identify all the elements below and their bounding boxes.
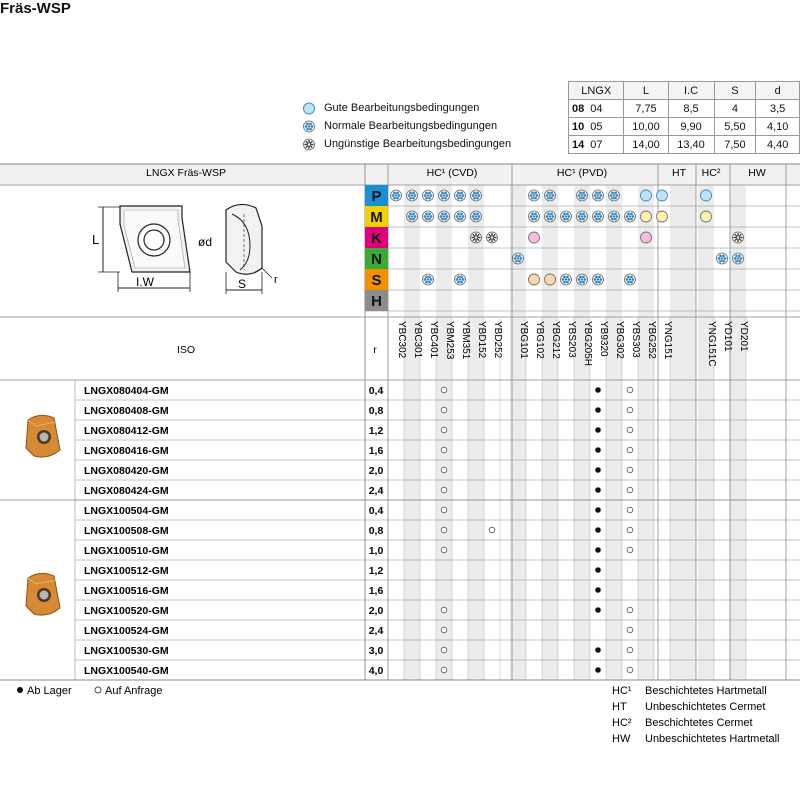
iso-code: LNGX080420-GM (84, 465, 169, 477)
on-request-dot (441, 647, 447, 653)
grade-header: YNG151 (662, 321, 673, 360)
in-stock-dot (595, 467, 601, 473)
section-label: LNGX Fräs-WSP (146, 167, 226, 179)
drawing-label-r: r (274, 274, 278, 286)
dim-size-code: 07 (590, 138, 603, 151)
dim-d: 3,5 (756, 100, 800, 118)
page-title: Fräs-WSP (0, 0, 71, 17)
grade-header: YBC302 (396, 321, 407, 359)
condition-m-ybd152 (471, 211, 482, 222)
in-stock-dot (595, 607, 601, 613)
condition-m-ybm253 (439, 211, 450, 222)
in-stock-dot (595, 407, 601, 413)
grade-header: YB9320 (598, 321, 609, 357)
dim-size-code: 05 (590, 120, 603, 133)
condition-p-ybm351 (455, 190, 466, 201)
material-letter: N (371, 251, 382, 268)
grade-header: YBD152 (476, 321, 487, 359)
dim-size-code: 04 (590, 102, 603, 115)
grade-header: YBG212 (550, 321, 561, 359)
on-request-icon (95, 687, 101, 693)
radius-value: 2,4 (368, 625, 384, 637)
group-header-hc-cvd: HC¹ (CVD) (426, 167, 478, 179)
in-stock-dot (595, 547, 601, 553)
on-request-dot (441, 407, 447, 413)
material-letter: S (371, 272, 382, 289)
condition-m-ybg205h (577, 211, 588, 222)
column-stripe (606, 185, 622, 680)
iso-code: LNGX080404-GM (84, 385, 169, 397)
in-stock-dot (595, 527, 601, 533)
on-request-dot (627, 607, 633, 613)
drawing-label-iw: I.W (136, 275, 154, 289)
grade-header: YBM253 (444, 321, 455, 360)
dim-header-lngx: LNGX (569, 82, 624, 100)
availability-legend (17, 685, 163, 697)
condition-m-ybg102 (529, 211, 540, 222)
condition-p-ybg212 (545, 190, 556, 201)
dim-l: 7,75 (624, 100, 668, 118)
dim-s: 7,50 (714, 136, 756, 154)
iso-code: LNGX100530-GM (84, 645, 169, 657)
iso-code: LNGX080412-GM (84, 425, 169, 437)
in-stock-dot (595, 647, 601, 653)
condition-m-ybg252 (641, 211, 652, 222)
legend-normal-label: Normale Bearbeitungsbedingungen (324, 120, 498, 132)
iso-header: ISO (176, 344, 196, 356)
column-stripe (698, 185, 714, 680)
dim-header-d: d (756, 82, 800, 100)
radius-header: r (373, 344, 377, 356)
on-request-dot (441, 427, 447, 433)
condition-k-ybd252 (487, 232, 498, 243)
order-label: Auf Anfrage (105, 685, 163, 697)
condition-p-ybm253 (439, 190, 450, 201)
column-stripe (468, 185, 484, 680)
condition-p-ybc302 (391, 190, 402, 201)
on-request-dot (441, 487, 447, 493)
iso-code: LNGX100508-GM (84, 525, 169, 537)
drawing-label-l: L (92, 232, 100, 247)
condition-p-yng151c (701, 190, 712, 201)
material-letter: K (371, 230, 382, 247)
grade-header: YBG101 (518, 321, 529, 359)
condition-n-ybg101 (513, 253, 524, 264)
dim-l: 14,00 (624, 136, 668, 154)
on-request-dot (441, 607, 447, 613)
on-request-dot (441, 627, 447, 633)
material-letter: P (371, 188, 382, 205)
condition-k-ybd152 (471, 232, 482, 243)
condition-p-ybc401 (423, 190, 434, 201)
grade-header: YBD252 (492, 321, 503, 359)
condition-s-ybg212 (545, 274, 556, 285)
radius-value: 2,4 (368, 485, 384, 497)
grade-header: YBS203 (566, 321, 577, 358)
radius-value: 0,8 (368, 405, 384, 417)
condition-s-ybg205h (577, 274, 588, 285)
group-header-hc-pvd: HC¹ (PVD) (556, 167, 608, 179)
condition-m-ybm351 (455, 211, 466, 222)
radius-value: 2,0 (368, 465, 384, 477)
abbr-desc: Unbeschichtetes Cermet (645, 701, 766, 713)
condition-p-ybg205h (577, 190, 588, 201)
condition-m-ybs203 (561, 211, 572, 222)
in-stock-dot (595, 427, 601, 433)
on-request-dot (441, 467, 447, 473)
on-request-dot (627, 547, 633, 553)
condition-s-ybc401 (423, 274, 434, 285)
material-letter: H (371, 293, 382, 310)
insert-photo-08 (26, 415, 60, 457)
grade-header: YBM351 (460, 321, 471, 360)
condition-s-ybg102 (529, 274, 540, 285)
in-stock-dot (595, 567, 601, 573)
iso-code: LNGX080416-GM (84, 445, 169, 457)
condition-p-ybc301 (407, 190, 418, 201)
legend-bad-label: Ungünstige Bearbeitungsbedingungen (324, 138, 512, 150)
on-request-dot (627, 387, 633, 393)
grade-header: YBC401 (428, 321, 439, 359)
dim-s: 5,50 (714, 118, 756, 136)
dim-header-s: S (714, 82, 756, 100)
in-stock-dot (595, 447, 601, 453)
grade-header: YBG102 (534, 321, 545, 359)
condition-m-ybs303 (625, 211, 636, 222)
abbr-desc: Beschichtetes Cermet (645, 717, 753, 729)
dim-size-number: 08 (572, 102, 585, 115)
condition-m-ybg212 (545, 211, 556, 222)
in-stock-dot (595, 507, 601, 513)
abbr-desc: Unbeschichtetes Hartmetall (645, 733, 780, 745)
condition-p-yb9320 (593, 190, 604, 201)
on-request-dot (441, 667, 447, 673)
condition-s-ybs303 (625, 274, 636, 285)
column-stripe (542, 185, 558, 680)
condition-n-yd201 (733, 253, 744, 264)
iso-code: LNGX100520-GM (84, 605, 169, 617)
on-request-dot (441, 387, 447, 393)
condition-p-ybd152 (471, 190, 482, 201)
condition-k-ybg252 (641, 232, 652, 243)
radius-value: 1,2 (368, 425, 384, 437)
dim-d: 4,40 (756, 136, 800, 154)
condition-p-ybg302 (609, 190, 620, 201)
on-request-dot (627, 467, 633, 473)
radius-value: 1,2 (368, 565, 384, 577)
column-stripe (404, 185, 420, 680)
condition-m-yb9320 (593, 211, 604, 222)
iso-code: LNGX100504-GM (84, 505, 169, 517)
radius-value: 2,0 (368, 605, 384, 617)
on-request-dot (627, 507, 633, 513)
column-stripe (638, 185, 654, 680)
column-stripe (670, 185, 696, 680)
iso-code: LNGX100524-GM (84, 625, 169, 637)
abbr-desc: Beschichtetes Hartmetall (645, 685, 767, 697)
insert-photo-10 (26, 573, 60, 615)
in-stock-dot (595, 587, 601, 593)
on-request-dot (627, 527, 633, 533)
abbr-code: HW (612, 733, 631, 745)
on-request-dot (627, 627, 633, 633)
dim-header-ic: I.C (668, 82, 714, 100)
grade-header: YBC301 (412, 321, 423, 359)
dim-ic: 8,5 (668, 100, 714, 118)
group-header-hw: HW (748, 167, 766, 179)
drawing-label-s: S (238, 277, 247, 291)
grade-header: YD201 (738, 321, 749, 352)
abbr-code: HC² (612, 717, 632, 729)
iso-code: LNGX100540-GM (84, 665, 169, 677)
on-request-dot (441, 527, 447, 533)
column-shading (0, 164, 800, 680)
dim-size-number: 10 (572, 120, 585, 133)
condition-s-ybm351 (455, 274, 466, 285)
grade-header: YBG205H (582, 321, 593, 367)
condition-n-yd101 (717, 253, 728, 264)
condition-p-ybg102 (529, 190, 540, 201)
iso-code: LNGX080408-GM (84, 405, 169, 417)
stock-label: Ab Lager (27, 685, 72, 697)
radius-value: 1,0 (368, 545, 384, 557)
dim-s: 4 (714, 100, 756, 118)
radius-value: 1,6 (368, 445, 384, 457)
group-header-hc2: HC² (701, 167, 721, 179)
column-stripe (574, 185, 590, 680)
on-request-dot (489, 527, 495, 533)
radius-value: 0,4 (368, 385, 384, 397)
radius-value: 4,0 (368, 665, 384, 677)
on-request-dot (627, 667, 633, 673)
in-stock-dot (595, 487, 601, 493)
condition-k-ybg102 (529, 232, 540, 243)
on-request-dot (627, 407, 633, 413)
grade-header: YBG302 (614, 321, 625, 359)
condition-p-ybg252 (641, 190, 652, 201)
dim-d: 4,10 (756, 118, 800, 136)
grade-header: YNG151C (706, 321, 717, 367)
on-request-dot (627, 487, 633, 493)
grade-header: YBG252 (646, 321, 657, 359)
dim-l: 10,00 (624, 118, 668, 136)
condition-m-ybc301 (407, 211, 418, 222)
insert-technical-drawing (92, 204, 278, 294)
grade-header: YBS303 (630, 321, 641, 358)
on-request-dot (441, 447, 447, 453)
dim-ic: 9,90 (668, 118, 714, 136)
iso-code: LNGX100516-GM (84, 585, 169, 597)
on-request-dot (627, 427, 633, 433)
abbr-code: HT (612, 701, 627, 713)
group-header-ht: HT (672, 167, 686, 179)
in-stock-dot (595, 667, 601, 673)
condition-s-ybs203 (561, 274, 572, 285)
dim-size-number: 14 (572, 138, 585, 151)
condition-p-yng151 (657, 190, 668, 201)
drawing-label-d: ød (198, 235, 213, 249)
material-letter: M (370, 209, 383, 226)
condition-m-yng151 (657, 211, 668, 222)
condition-k-yd201 (733, 232, 744, 243)
in-stock-dot (595, 387, 601, 393)
abbreviation-legend (612, 685, 780, 745)
condition-m-ybc401 (423, 211, 434, 222)
condition-s-yb9320 (593, 274, 604, 285)
on-request-dot (627, 447, 633, 453)
in-stock-icon (17, 687, 23, 693)
iso-code: LNGX080424-GM (84, 485, 169, 497)
dim-header-l: L (624, 82, 668, 100)
dim-ic: 13,40 (668, 136, 714, 154)
legend-good-label: Gute Bearbeitungsbedingungen (324, 102, 480, 114)
condition-m-yng151c (701, 211, 712, 222)
on-request-dot (441, 547, 447, 553)
material-cells (365, 185, 388, 311)
radius-value: 3,0 (368, 645, 384, 657)
radius-value: 0,8 (368, 525, 384, 537)
iso-code: LNGX100510-GM (84, 545, 169, 557)
grade-header: YD101 (722, 321, 733, 352)
abbr-code: HC¹ (612, 685, 632, 697)
radius-value: 1,6 (368, 585, 384, 597)
radius-value: 0,4 (368, 505, 384, 517)
on-request-dot (441, 507, 447, 513)
on-request-dot (627, 647, 633, 653)
iso-code: LNGX100512-GM (84, 565, 169, 577)
condition-m-ybg302 (609, 211, 620, 222)
